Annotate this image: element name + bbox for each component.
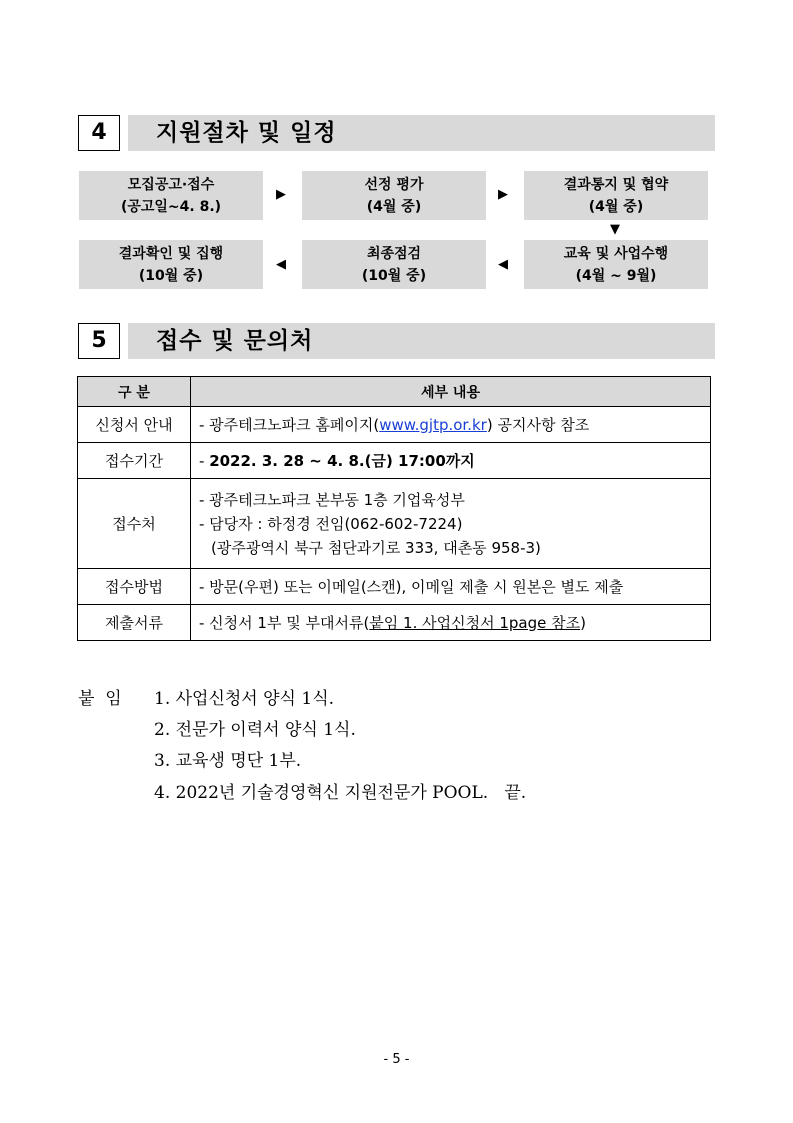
arrow-left-icon: ◀ (276, 257, 286, 272)
row-label: 접수처 (78, 479, 191, 569)
step-period: (4월 중) (588, 198, 644, 215)
contact-table (77, 376, 711, 641)
text: - 광주테크노파크 홈페이지( (199, 415, 380, 434)
text: - 신청서 1부 및 부대서류( (199, 613, 370, 632)
table-row (78, 605, 711, 641)
arrow-left-icon: ◀ (498, 257, 508, 272)
process-step-execution (524, 240, 708, 289)
section-4-header (78, 115, 715, 151)
attachments-label: 붙 임 (78, 689, 122, 709)
step-period: (10월 중) (361, 267, 427, 284)
table-header: 세부 내용 (191, 377, 711, 407)
step-period: (4월 중) (366, 198, 422, 215)
text: ) 공지사항 참조 (486, 415, 590, 434)
attachment-item: 2. 전문가 이력서 양식 1식. (154, 720, 356, 740)
text: - (199, 451, 210, 470)
application-period: 2022. 3. 28 ~ 4. 8.(금) 17:00까지 (209, 451, 475, 470)
step-name: 교육 및 사업수행 (563, 245, 669, 262)
row-label: 접수방법 (78, 569, 191, 605)
section-number: 5 (78, 323, 120, 359)
process-step-notification (524, 171, 708, 220)
section-number: 4 (78, 115, 120, 151)
text: ) (580, 613, 586, 632)
table-header: 구 분 (78, 377, 191, 407)
arrow-right-icon: ▶ (276, 187, 286, 202)
arrow-down-icon: ▼ (610, 222, 620, 237)
row-label: 접수기간 (78, 443, 191, 479)
process-step-final-check (302, 240, 486, 289)
attachment-item: 3. 교육생 명단 1부. (154, 751, 302, 771)
row-label: 제출서류 (78, 605, 191, 641)
step-period: (10월 중) (138, 267, 204, 284)
section-title: 지원절차 및 일정 (156, 120, 337, 146)
step-period: (공고일~4. 8.) (120, 198, 222, 215)
process-step-result (79, 240, 263, 289)
row-value (191, 479, 711, 569)
row-label: 신청서 안내 (78, 407, 191, 443)
row-value (191, 443, 711, 479)
address-line: - 광주테크노파크 본부동 1층 기업육성부 (199, 490, 465, 509)
step-name: 모집공고·접수 (127, 176, 215, 193)
address-detail: (광주광역시 북구 첨단과기로 333, 대촌동 958-3) (211, 538, 541, 557)
table-header-row (78, 377, 711, 407)
table-row (78, 443, 711, 479)
attachment-item: 1. 사업신청서 양식 1식. (154, 689, 335, 709)
website-link[interactable]: www.gjtp.or.kr (379, 415, 487, 434)
attachment-item: 4. 2022년 기술경영혁신 지원전문가 POOL. 끝. (154, 783, 527, 803)
step-name: 선정 평가 (364, 176, 424, 193)
arrow-right-icon: ▶ (498, 187, 508, 202)
step-name: 결과확인 및 집행 (118, 245, 224, 262)
row-value (191, 407, 711, 443)
attachment-reference: 붙임 1. 사업신청서 1page 참조 (369, 613, 581, 632)
section-5-header (78, 323, 715, 359)
process-step-recruitment (79, 171, 263, 220)
process-step-evaluation (302, 171, 486, 220)
row-value (191, 605, 711, 641)
table-row (78, 479, 711, 569)
section-title: 접수 및 문의처 (156, 328, 314, 354)
table-row (78, 569, 711, 605)
row-value: - 방문(우편) 또는 이메일(스캔), 이메일 제출 시 원본은 별도 제출 (191, 569, 711, 605)
step-name: 결과통지 및 협약 (563, 176, 669, 193)
step-period: (4월 ~ 9월) (575, 267, 657, 284)
table-row (78, 407, 711, 443)
page-number: - 5 - (383, 1052, 410, 1067)
step-name: 최종점검 (366, 245, 422, 262)
contact-line: - 담당자 : 하정경 전임(062-602-7224) (199, 514, 463, 533)
